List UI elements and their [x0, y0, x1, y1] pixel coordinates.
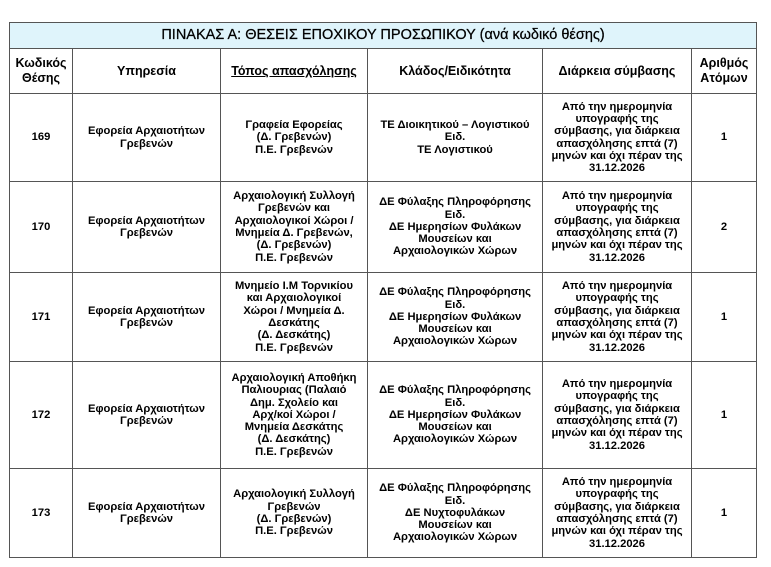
header-location: Τόπος απασχόλησης: [221, 49, 368, 94]
table-row: [10, 94, 757, 182]
cell-duration: [543, 182, 692, 273]
duration-line: μηνών και όχι πέραν της: [551, 525, 683, 538]
specialty-line: Μουσείων και: [418, 421, 492, 434]
header-code: Κωδικός Θέσης: [10, 49, 73, 94]
duration-line: μηνών και όχι πέραν της: [551, 329, 683, 342]
duration-line: υπογραφής της: [575, 292, 659, 305]
cell-count: [692, 94, 757, 182]
cell-duration: [543, 94, 692, 182]
cell-service: [73, 94, 221, 182]
location-line: Μνημείο Ι.Μ Τορνικίου: [234, 280, 353, 293]
specialty-line: ΔΕ Φύλαξης Πληροφόρησης: [379, 384, 531, 397]
specialty-line: Μουσείων και: [418, 323, 492, 336]
specialty-line: Ειδ.: [444, 131, 466, 144]
location-line: Π.Ε. Γρεβενών: [255, 525, 333, 538]
service-line: Εφορεία Αρχαιοτήτων: [88, 304, 205, 317]
table-title: ΠΙΝΑΚΑΣ Α: ΘΕΣΕΙΣ ΕΠΟΧΙΚΟΥ ΠΡΟΣΩΠΙΚΟΥ (ανά κωδικό θέσης): [10, 23, 757, 49]
cell-location: [221, 469, 368, 558]
location-line: (Δ. Δεσκάτης): [257, 433, 331, 446]
location-line: Π.Ε. Γρεβενών: [255, 143, 333, 156]
service-line: Εφορεία Αρχαιοτήτων: [88, 500, 205, 513]
cell-specialty: [368, 469, 543, 558]
location-line: Γρεβενών: [267, 500, 321, 513]
duration-line: 31.12.2026: [589, 537, 645, 550]
duration-line: 31.12.2026: [589, 251, 645, 264]
count-value: 1: [720, 408, 728, 421]
cell-specialty: [368, 362, 543, 469]
table-header-row: [10, 49, 757, 94]
duration-line: Από την ημερομηνία: [561, 476, 673, 489]
table-row: [10, 469, 757, 558]
location-line: (Δ. Γρεβενών): [256, 239, 332, 252]
service-line: Γρεβενών: [120, 513, 173, 525]
duration-line: 31.12.2026: [589, 341, 645, 354]
cell-count: [692, 362, 757, 469]
duration-line: υπογραφής της: [575, 202, 659, 215]
count-value: 2: [720, 220, 728, 233]
code-value: 170: [31, 220, 51, 233]
specialty-line: Μουσείων και: [418, 519, 492, 532]
location-line: Μνημεία Δεσκάτης: [244, 421, 344, 434]
location-line: (Δ. Γρεβενών): [256, 513, 332, 525]
duration-line: υπογραφής της: [575, 390, 659, 403]
cell-count: [692, 273, 757, 362]
code-value: 173: [31, 506, 51, 519]
location-line: Αρχ/κοί Χώροι /: [252, 408, 336, 421]
duration-line: υπογραφής της: [575, 488, 659, 501]
cell-code: [10, 273, 73, 362]
duration-line: σύμβασης, για διάρκεια: [554, 304, 680, 317]
cell-location: [221, 362, 368, 469]
location-line: Π.Ε. Γρεβενών: [255, 445, 333, 458]
specialty-line: ΔΕ Νυχτοφυλάκων: [404, 506, 506, 519]
duration-line: μηνών και όχι πέραν της: [551, 149, 683, 162]
table-row: [10, 182, 757, 273]
cell-location: [221, 273, 368, 362]
cell-count: [692, 469, 757, 558]
duration-line: 31.12.2026: [589, 439, 645, 452]
specialty-line: ΤΕ Λογιστικού: [417, 143, 493, 156]
cell-code: [10, 469, 73, 558]
cell-duration: [543, 362, 692, 469]
specialty-line: Ειδ.: [444, 208, 466, 221]
location-line: Αρχαιολογικοί Χώροι /: [234, 214, 354, 227]
location-line: Γρεβενών και: [258, 202, 330, 215]
count-value: 1: [720, 310, 728, 323]
location-line: (Δ. Γρεβενών): [256, 131, 332, 144]
specialty-line: ΤΕ Διοικητικού – Λογιστικού: [380, 119, 530, 132]
specialty-line: Αρχαιολογικών Χώρων: [392, 335, 518, 348]
service-line: Εφορεία Αρχαιοτήτων: [88, 214, 205, 227]
duration-line: Από την ημερομηνία: [561, 100, 673, 113]
cell-duration: [543, 469, 692, 558]
cell-service: [73, 362, 221, 469]
service-line: Γρεβενών: [120, 415, 173, 427]
duration-line: απασχόλησης επτά (7): [556, 227, 678, 239]
location-line: Δεσκάτης: [268, 317, 320, 329]
specialty-line: Ειδ.: [444, 298, 466, 311]
cell-service: [73, 273, 221, 362]
specialty-line: ΔΕ Ημερησίων Φυλάκων: [388, 310, 522, 323]
positions-table: [9, 22, 757, 558]
duration-line: απασχόλησης επτά (7): [556, 513, 678, 525]
header-count: Αριθμός Ατόμων: [692, 49, 757, 94]
duration-line: Από την ημερομηνία: [561, 280, 673, 293]
duration-line: μηνών και όχι πέραν της: [551, 427, 683, 440]
duration-line: υπογραφής της: [575, 112, 659, 125]
code-value: 171: [31, 310, 51, 323]
code-value: 169: [31, 131, 51, 144]
location-line: Αρχαιολογική Συλλογή: [233, 488, 355, 501]
cell-specialty: [368, 94, 543, 182]
duration-line: Από την ημερομηνία: [561, 190, 673, 203]
cell-duration: [543, 273, 692, 362]
service-line: Εφορεία Αρχαιοτήτων: [88, 402, 205, 415]
specialty-line: Ειδ.: [444, 494, 466, 507]
service-line: Εφορεία Αρχαιοτήτων: [88, 125, 205, 138]
header-service: Υπηρεσία: [73, 49, 221, 94]
code-value: 172: [31, 408, 51, 421]
table-row: [10, 273, 757, 362]
location-line: Μνημεία Δ. Γρεβενών,: [235, 227, 353, 239]
location-line: Αρχαιολογική Αποθήκη: [231, 371, 357, 384]
specialty-line: ΔΕ Φύλαξης Πληροφόρησης: [379, 196, 531, 209]
service-line: Γρεβενών: [120, 137, 173, 150]
duration-line: σύμβασης, για διάρκεια: [554, 125, 680, 138]
location-line: Χώροι / Μνημεία Δ.: [243, 304, 345, 317]
service-line: Γρεβενών: [120, 317, 173, 329]
duration-line: σύμβασης, για διάρκεια: [554, 402, 680, 415]
location-line: Αρχαιολογική Συλλογή: [233, 190, 355, 203]
service-line: Γρεβενών: [120, 227, 173, 239]
specialty-line: Μουσείων και: [418, 233, 492, 246]
cell-location: [221, 182, 368, 273]
table-title-row: [10, 23, 757, 49]
cell-specialty: [368, 273, 543, 362]
location-line: Π.Ε. Γρεβενών: [255, 251, 333, 264]
header-specialty: Κλάδος/Ειδικότητα: [368, 49, 543, 94]
cell-code: [10, 362, 73, 469]
cell-specialty: [368, 182, 543, 273]
location-line: και Αρχαιολογικοί: [246, 292, 342, 305]
specialty-line: Αρχαιολογικών Χώρων: [392, 245, 518, 258]
location-line: Δημ. Σχολείο και: [250, 396, 338, 409]
location-line: Π.Ε. Γρεβενών: [255, 341, 333, 354]
count-value: 1: [720, 506, 728, 519]
table-row: [10, 362, 757, 469]
duration-line: Από την ημερομηνία: [561, 378, 673, 391]
cell-location: [221, 94, 368, 182]
cell-code: [10, 94, 73, 182]
count-value: 1: [720, 131, 728, 144]
location-line: (Δ. Δεσκάτης): [257, 329, 331, 342]
cell-count: [692, 182, 757, 273]
cell-service: [73, 469, 221, 558]
duration-line: απασχόλησης επτά (7): [556, 415, 678, 427]
duration-line: σύμβασης, για διάρκεια: [554, 500, 680, 513]
duration-line: 31.12.2026: [589, 162, 645, 175]
location-line: Παλιουριας (Παλαιό: [241, 384, 347, 397]
duration-line: σύμβασης, για διάρκεια: [554, 214, 680, 227]
header-duration: Διάρκεια σύμβασης: [543, 49, 692, 94]
location-line: Γραφεία Εφορείας: [245, 119, 343, 132]
specialty-line: ΔΕ Ημερησίων Φυλάκων: [388, 408, 522, 421]
table-body: [10, 94, 757, 558]
specialty-line: Αρχαιολογικών Χώρων: [392, 433, 518, 446]
specialty-line: Ειδ.: [444, 396, 466, 409]
specialty-line: ΔΕ Φύλαξης Πληροφόρησης: [379, 482, 531, 495]
duration-line: απασχόλησης επτά (7): [556, 137, 678, 150]
specialty-line: ΔΕ Ημερησίων Φυλάκων: [388, 220, 522, 233]
specialty-line: ΔΕ Φύλαξης Πληροφόρησης: [379, 286, 531, 299]
cell-code: [10, 182, 73, 273]
specialty-line: Αρχαιολογικών Χώρων: [392, 531, 518, 544]
cell-service: [73, 182, 221, 273]
duration-line: μηνών και όχι πέραν της: [551, 239, 683, 252]
duration-line: απασχόλησης επτά (7): [556, 317, 678, 329]
